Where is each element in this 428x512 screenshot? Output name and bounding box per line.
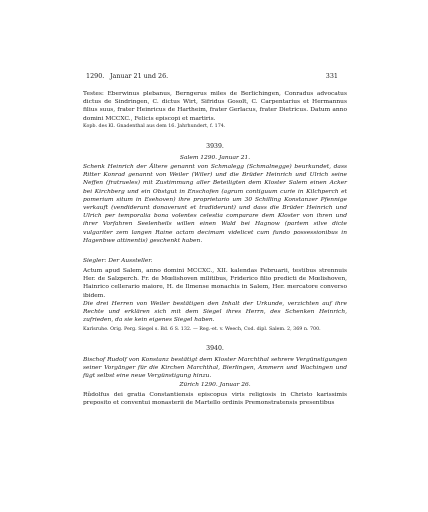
body-paragraph: Rûdolfus dei gratia Constantiensis episcopus viris religiosis in Christo karissimis preposito et conventui monasterii de Martello ordinis Premonstratensis presentibus: [83, 392, 347, 407]
source-note: Karlsruhe. Orig. Perg. Siegel s. Bd. 6 S. 132. — Reg.-et. v. Weech, Cod. dipl. Salem. 2, 369 n. 700.: [83, 327, 321, 332]
source-note: Kopb. des Kl. Gnadenthal aus dem 16. Jahrhundert, f. 174.: [83, 124, 226, 129]
document-place-date: Zürich 1290. Januar 26.: [179, 382, 251, 388]
header-year: 1290.: [86, 72, 105, 80]
confirmation-paragraph: Die drei Herren von Weiler bestätigen den Inhalt der Urkunde, verzichten auf ihre Rechte und erklären sich mit dem Siegel ihres Herrn, des Schenken Heinrich, zufrieden, da sie kein eigenes Siegel haben.: [83, 301, 347, 324]
regest-summary: Bischof Rudolf von Konstanz bestätigt dem Kloster Marchthal sehrere Vergünstigungen seiner Vorgänger für die Kirchen Marchthal, Bierlingen, Ammern und Wachingen und fügt selbst eine neue Vergünstigung hinzu.: [83, 357, 347, 380]
header-date: Januar 21 und 26.: [110, 72, 169, 80]
document-number: 3940.: [206, 345, 224, 352]
regest-summary: Schenk Heinrich der Ältere genannt von Schmalegg (Schmalnegge) beurkundet, dass Ritter Konrad genannt von Weiler (Wiler) und die Brüder Heinrich und Ulrich seine Neffen (fratrueles) mit Zustimmung aller Beteiligten dem Kloster Salem einen Acker bei Kirchberg und ein Obstgut in Enschofen (agrum contiguum curie in Kilchperch et pomerium situm in Esehoven) ihre proprietario um 30 Schilling Konstanzer Pfennige verkauft (vendiderunt donaverunt et tradiderunt) und dass die Brüder Heinrich und Ulrich per temporalia bona volentes celestia comparare dem Kloster von ihren und ihrer Vorfahren Seelenheils willen einen Wald bei Hagnow (partem silve dicte vulgariter zem langen Raine actam decimam videlicet cum fundo possessionibus in Hagenbwe attinentis) geschenkt haben.: [83, 164, 347, 244]
page-header: [0, 72, 428, 82]
witnesses-paragraph: Testes: Eberwinus plebanus, Berngerus miles de Berlichingen, Conradus advocatus dictus de Sindringen, C. dictus Wirt, Sifridus Gosolt, C. Carpentarius et Hermannus filius suus, frater Heinricus de Hartheim, frater Gerlacus, frater Dietricus. Datum anno domini MCCXC., Felicis episcopi et martiris.: [83, 91, 347, 122]
seal-line: Siegler: Der Aussteller.: [83, 258, 153, 264]
act-paragraph: Actum apud Salem, anno domini MCCXC., XII. kalendas Februarii, testibus strennuis Her. de Salzperch. Fr. de Mœlishoven militibus, Friderico filio predicti de Mœlishoven, Hainrico cellerario maiore, H. de Ilmense monachis in Salem, Her. mercatore converso ibidem.: [83, 268, 347, 299]
document-place-date: Salem 1290. Januar 21.: [179, 155, 251, 161]
document-number: 3939.: [206, 143, 224, 150]
page-number: 331: [325, 72, 338, 80]
